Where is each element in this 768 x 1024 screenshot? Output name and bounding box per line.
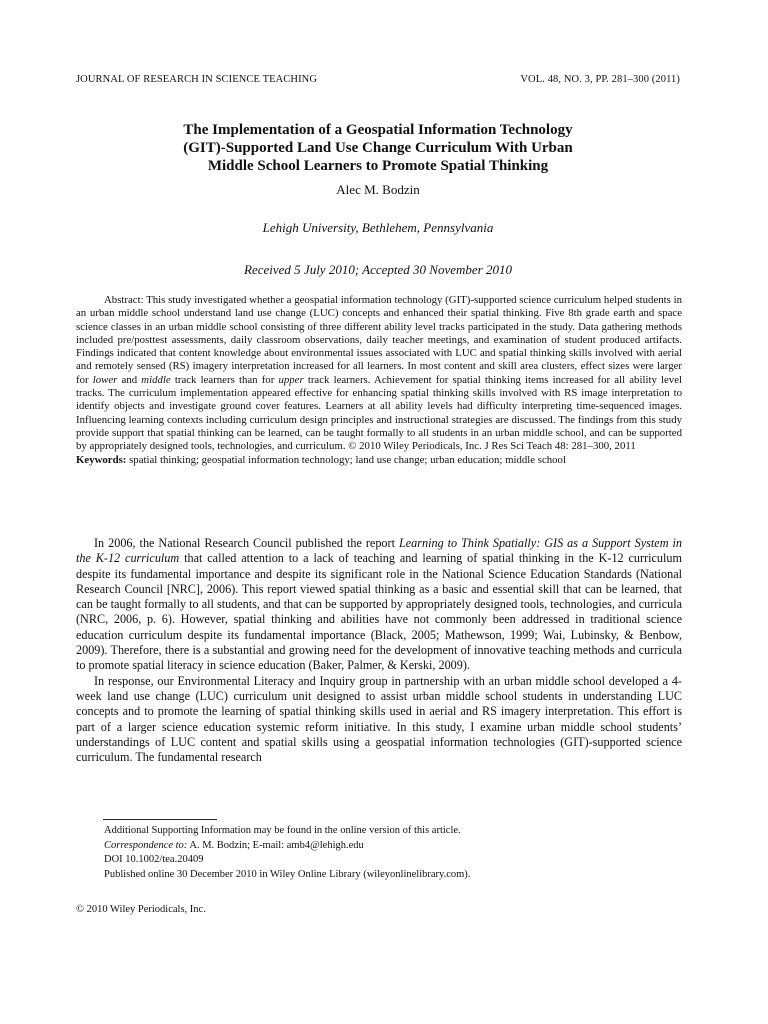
footnotes <box>104 824 664 882</box>
keywords: Keywords: spatial thinking; geospatial information technology; land use change; urban education; middle school <box>76 453 566 466</box>
received-accepted-dates: Received 5 July 2010; Accepted 30 November 2010 <box>244 262 512 277</box>
supporting-info-note: Additional Supporting Information may be found in the online version of this article. <box>104 825 461 836</box>
title-line: The Implementation of a Geospatial Information Technology <box>183 122 573 138</box>
body-paragraph: In response, our Environmental Literacy and Inquiry group in partnership with an urban middle school developed a 4-week land use change (LUC) curriculum unit designed to assist urban middle school students in understanding LUC concepts and to promote the learning of spatial thinking skills used in aerial and RS imagery interpretation. This effort is part of a larger science education systemic reform initiative. In this study, I examine urban middle school students’ understandings of LUC content and spatial skills using a geospatial information technologies (GIT)-supported science curriculum. The fundamental research <box>76 673 682 765</box>
volume-info: VOL. 48, NO. 3, PP. 281–300 (2011) <box>520 74 680 85</box>
published-online-note: Published online 30 December 2010 in Wiley Online Library (wileyonlinelibrary.com). <box>104 868 471 880</box>
correspondence-note: Correspondence to: A. M. Bodzin; E-mail: amb4@lehigh.edu <box>104 839 364 851</box>
author-name: Alec M. Bodzin <box>336 182 420 197</box>
footnote-divider <box>103 819 217 820</box>
doi: DOI 10.1002/tea.20409 <box>104 854 204 866</box>
copyright-notice: © 2010 Wiley Periodicals, Inc. <box>76 904 206 915</box>
abstract-label: Abstract: <box>104 294 144 306</box>
title-line: Middle School Learners to Promote Spatial Thinking <box>207 158 549 174</box>
abstract <box>76 294 682 467</box>
keywords-label: Keywords: <box>76 453 127 466</box>
title-line: (GIT)-Supported Land Use Change Curriculum With Urban <box>183 140 573 156</box>
report-title: Learning to Think Spatially: GIS as a Support System in the K-12 curriculum <box>76 536 682 566</box>
author-affiliation: Lehigh University, Bethlehem, Pennsylvania <box>262 220 494 235</box>
article-title <box>100 121 656 175</box>
abstract-text: Abstract: This study investigated whether a geospatial information technology (GIT)-supported science curriculum helped students in an urban middle school understand land use change (LUC) concepts and enhanced their spatial thinking. Five 8th grade earth and space science classes in an urban middle school consisting of three different ability level tracks participated in the study. Data gathering methods included pre/posttest assessments, daily classroom observations, daily teacher meetings, and examination of student produced artifacts. Findings indicated that content knowledge about environmental issues associated with LUC and spatial thinking skills involved with aerial and remotely sensed (RS) imagery interpretation increased for all learners. In most content and skill area clusters, effect sizes were larger for lower and middle track learners than for upper track learners. Achievement for spatial thinking items increased for all ability level tracks. The curriculum implementation appeared effective for enhancing spatial thinking skills involved with RS image interpretation to identify objects and investigate ground cover features. Learners at all ability levels had difficulty interpreting time-sequenced images. Influencing learning contexts including curriculum design principles and instructional strategies are discussed. The findings from this study provide support that spatial thinking can be learned, can be taught formally to all students in an urban middle school, and can be supported by appropriately designed tools, technologies, and curriculum. © 2010 Wiley Periodicals, Inc. J Res Sci Teach 48: 281–300, 2011 <box>76 294 682 453</box>
journal-name: JOURNAL OF RESEARCH IN SCIENCE TEACHING <box>76 74 318 85</box>
body-paragraph: In 2006, the National Research Council published the report Learning to Think Spatially: GIS as a Support System in the K-12 curriculum that called attention to a lack of teaching and learning of spatial thinking in the K-12 curriculum despite its fundamental importance and despite its significant role in the National Science Education Standards (National Research Council [NRC], 2006). This report viewed spatial thinking as a basic and essential skill that can be learned, that can be taught formally to all students, and that can be supported by appropriately designed tools, technologies, and curricula (NRC, 2006, p. 6). However, spatial thinking and abilities have not commonly been addressed in traditional science education curriculum despite its fundamental importance (Black, 2005; Mathewson, 1999; Wai, Lubinsky, & Benbow, 2009). Therefore, there is a substantial and growing need for the development of innovative teaching methods and curricula to promote spatial literacy in science education (Baker, Palmer, & Kerski, 2009). <box>76 536 682 673</box>
body-text <box>76 536 682 765</box>
